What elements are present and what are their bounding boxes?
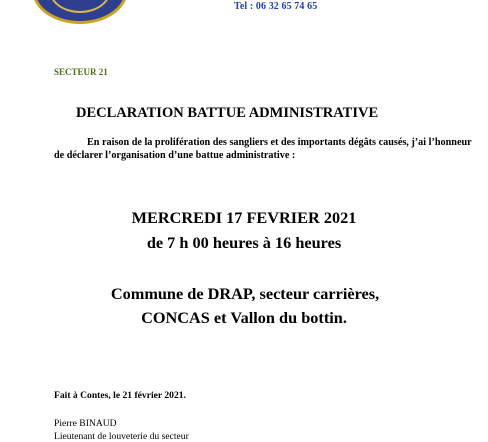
event-location-line-1: Commune de DRAP, secteur carrières,	[110, 284, 380, 303]
document-title: DECLARATION BATTUE ADMINISTRATIVE	[76, 105, 379, 121]
intro-paragraph: En raison de la prolifération des sangliers et des importants dégâts causés, j’ai l’honneur de déclarer l’organisation d’une battue administrative :	[54, 137, 472, 162]
signature-place-date: Fait à Contes, le 21 février 2021.	[54, 390, 186, 401]
phone-number: Tel : 06 32 65 74 65	[234, 1, 318, 12]
event-hours: de 7 h 00 heures à 16 heures	[146, 233, 342, 252]
signatory-name: Pierre BINAUD	[54, 418, 117, 429]
signatory-role: Lieutenant de louveterie du secteur	[54, 431, 189, 442]
event-date: MERCREDI 17 FEVRIER 2021	[131, 208, 357, 227]
sector-label: SECTEUR 21	[54, 67, 108, 77]
event-location-line-2: CONCAS et Vallon du bottin.	[141, 308, 347, 327]
emblem-logo-icon	[32, 0, 128, 24]
logo-inner-ring	[49, 0, 111, 13]
